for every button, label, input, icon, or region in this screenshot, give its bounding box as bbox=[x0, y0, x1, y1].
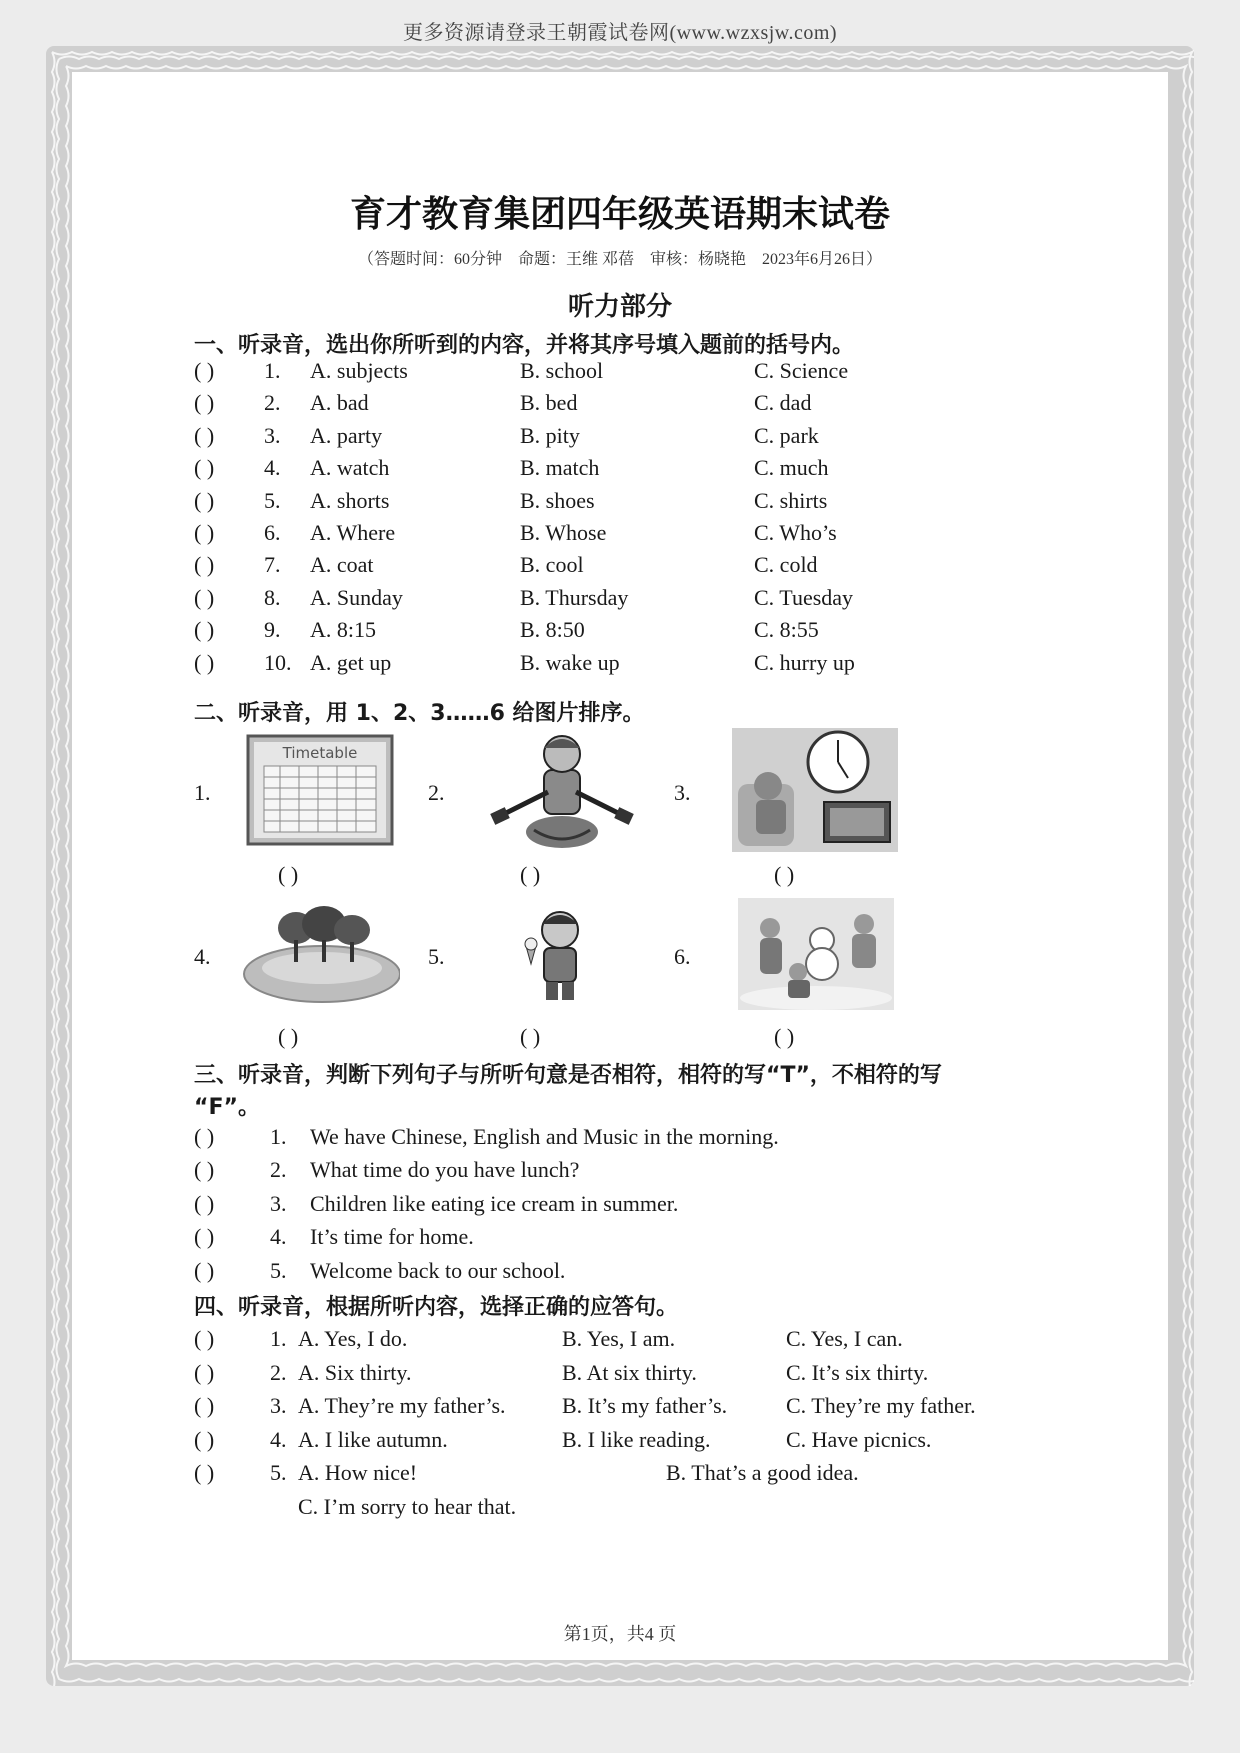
option-a: A. 8:15 bbox=[310, 617, 376, 643]
answer-paren[interactable]: ( ) bbox=[194, 455, 215, 481]
option-a: A. shorts bbox=[310, 487, 390, 513]
option-b: B. Thursday bbox=[520, 584, 629, 610]
option-b: B. shoes bbox=[520, 487, 595, 513]
answer-paren[interactable]: ( ) bbox=[520, 1024, 541, 1049]
question-number: 6. bbox=[264, 520, 281, 545]
answer-paren[interactable]: ( ) bbox=[194, 1359, 215, 1385]
option-b: B. match bbox=[520, 455, 600, 481]
answer-paren[interactable]: ( ) bbox=[194, 617, 215, 643]
option-c: C. Who’s bbox=[754, 520, 837, 545]
picture-number: 6. bbox=[674, 944, 691, 969]
question-number: 1. bbox=[264, 358, 281, 383]
option-a: A. How nice! bbox=[298, 1460, 418, 1485]
option-b: B. That’s a good idea. bbox=[666, 1460, 859, 1485]
statement-text: Children like eating ice cream in summer. bbox=[310, 1190, 679, 1216]
section-3-title-cont: “F”。 bbox=[194, 1095, 260, 1120]
rowing-boy-picture bbox=[490, 726, 634, 854]
option-c: C. Science bbox=[754, 358, 849, 383]
option-c: C. shirts bbox=[754, 487, 828, 513]
answer-paren[interactable]: ( ) bbox=[194, 1393, 215, 1418]
answer-paren[interactable]: ( ) bbox=[520, 862, 541, 887]
statement-text: What time do you have lunch? bbox=[310, 1157, 580, 1183]
option-a: A. Six thirty. bbox=[298, 1359, 412, 1385]
option-b: B. pity bbox=[520, 422, 580, 448]
exam-title: 育才教育集团四年级英语期末试卷 bbox=[349, 194, 890, 235]
option-b: B. 8:50 bbox=[520, 617, 585, 643]
answer-paren[interactable]: ( ) bbox=[194, 1257, 215, 1283]
picture-number: 5. bbox=[428, 944, 445, 969]
option-b: B. I like reading. bbox=[562, 1426, 711, 1452]
question-number: 2. bbox=[270, 1157, 287, 1183]
children-snowman-picture bbox=[738, 898, 894, 1010]
option-b: B. Whose bbox=[520, 520, 607, 545]
answer-paren[interactable]: ( ) bbox=[194, 649, 215, 675]
answer-paren[interactable]: ( ) bbox=[194, 1460, 215, 1485]
listening-part-title: 听力部分 bbox=[567, 292, 672, 322]
option-c: C. 8:55 bbox=[754, 617, 819, 643]
timetable-picture bbox=[246, 734, 394, 846]
section-1-title: 一、听录音，选出你所听到的内容，并将其序号填入题前的括号内。 bbox=[194, 333, 855, 358]
answer-paren[interactable]: ( ) bbox=[194, 390, 215, 416]
option-b: B. school bbox=[520, 358, 604, 383]
option-c: C. Have picnics. bbox=[786, 1426, 932, 1452]
answer-paren[interactable]: ( ) bbox=[194, 1157, 215, 1183]
question-number: 10. bbox=[264, 649, 292, 675]
option-b: B. cool bbox=[520, 552, 584, 578]
answer-paren[interactable]: ( ) bbox=[194, 520, 215, 545]
question-number: 3. bbox=[270, 1393, 287, 1418]
option-a: A. Sunday bbox=[310, 584, 403, 610]
answer-paren[interactable]: ( ) bbox=[194, 552, 215, 578]
page-footer: 第1页，共4 页 bbox=[563, 1624, 677, 1644]
option-c: C. They’re my father. bbox=[786, 1393, 976, 1418]
option-a: A. subjects bbox=[310, 358, 408, 383]
option-b: B. At six thirty. bbox=[562, 1359, 697, 1385]
statement-text: It’s time for home. bbox=[310, 1224, 474, 1250]
exam-subtitle: （答题时间：60分钟 命题：王维 邓蓓 审核：杨晓艳 2023年6月26日） bbox=[357, 251, 882, 268]
question-number: 9. bbox=[264, 617, 281, 643]
boy-ice-cream-picture bbox=[520, 906, 598, 1002]
option-a: A. I like autumn. bbox=[298, 1426, 448, 1452]
picture-number: 1. bbox=[194, 780, 211, 805]
answer-paren[interactable]: ( ) bbox=[194, 422, 215, 448]
answer-paren[interactable]: ( ) bbox=[194, 1426, 215, 1452]
option-a: A. bad bbox=[310, 390, 369, 416]
picture-number: 3. bbox=[674, 780, 691, 805]
option-a: A. Where bbox=[310, 520, 396, 545]
option-c: C. dad bbox=[754, 390, 812, 416]
question-number: 7. bbox=[264, 552, 281, 578]
question-number: 2. bbox=[264, 390, 281, 416]
answer-paren[interactable]: ( ) bbox=[194, 1124, 215, 1149]
option-c: C. park bbox=[754, 422, 819, 448]
option-a: A. coat bbox=[310, 552, 374, 578]
site-header: 更多资源请登录王朝霞试卷网(www.wzxsjw.com) bbox=[402, 22, 838, 44]
option-b: B. bed bbox=[520, 390, 578, 416]
answer-paren[interactable]: ( ) bbox=[278, 862, 299, 887]
option-b: B. Yes, I am. bbox=[562, 1326, 676, 1351]
question-number: 2. bbox=[270, 1359, 287, 1385]
island-trees-picture bbox=[240, 904, 400, 1004]
option-a: A. party bbox=[310, 422, 383, 448]
option-b: B. It’s my father’s. bbox=[562, 1393, 728, 1418]
section-3-title: 三、听录音，判断下列句子与所听句意是否相符，相符的写“T”，不相符的写 bbox=[194, 1063, 942, 1088]
option-a: A. Yes, I do. bbox=[298, 1326, 408, 1351]
question-number: 4. bbox=[270, 1224, 287, 1250]
option-c: C. I’m sorry to hear that. bbox=[298, 1494, 517, 1519]
question-number: 5. bbox=[270, 1257, 287, 1283]
question-number: 5. bbox=[270, 1460, 287, 1485]
picture-number: 2. bbox=[428, 780, 445, 805]
option-a: A. get up bbox=[310, 649, 392, 675]
option-c: C. cold bbox=[754, 552, 818, 578]
answer-paren[interactable]: ( ) bbox=[194, 1326, 215, 1351]
statement-text: Welcome back to our school. bbox=[310, 1257, 566, 1283]
option-c: C. Tuesday bbox=[754, 584, 854, 610]
answer-paren[interactable]: ( ) bbox=[774, 1024, 795, 1049]
option-a: A. They’re my father’s. bbox=[298, 1393, 506, 1418]
option-b: B. wake up bbox=[520, 649, 620, 675]
question-number: 4. bbox=[270, 1426, 287, 1452]
option-c: C. hurry up bbox=[754, 649, 855, 675]
question-number: 5. bbox=[264, 487, 281, 513]
question-number: 4. bbox=[264, 455, 281, 481]
option-c: C. It’s six thirty. bbox=[786, 1359, 929, 1385]
option-c: C. much bbox=[754, 455, 829, 481]
picture-number: 4. bbox=[194, 944, 211, 969]
answer-paren[interactable]: ( ) bbox=[774, 862, 795, 887]
question-number: 1. bbox=[270, 1326, 287, 1351]
statement-text: We have Chinese, English and Music in the morning. bbox=[310, 1124, 779, 1149]
watching-tv-picture bbox=[732, 728, 898, 852]
question-number: 8. bbox=[264, 584, 281, 610]
answer-paren[interactable]: ( ) bbox=[194, 358, 215, 383]
answer-paren[interactable]: ( ) bbox=[194, 584, 215, 610]
question-number: 1. bbox=[270, 1124, 287, 1149]
option-c: C. Yes, I can. bbox=[786, 1326, 903, 1351]
answer-paren[interactable]: ( ) bbox=[194, 1224, 215, 1250]
question-number: 3. bbox=[270, 1190, 287, 1216]
answer-paren[interactable]: ( ) bbox=[194, 1190, 215, 1216]
answer-paren[interactable]: ( ) bbox=[194, 487, 215, 513]
option-a: A. watch bbox=[310, 455, 390, 481]
section-4-title: 四、听录音，根据所听内容，选择正确的应答句。 bbox=[194, 1295, 679, 1320]
question-number: 3. bbox=[264, 422, 281, 448]
timetable-label: Timetable bbox=[282, 744, 358, 762]
section-2-title: 二、听录音，用 1、2、3……6 给图片排序。 bbox=[194, 701, 645, 726]
answer-paren[interactable]: ( ) bbox=[278, 1024, 299, 1049]
